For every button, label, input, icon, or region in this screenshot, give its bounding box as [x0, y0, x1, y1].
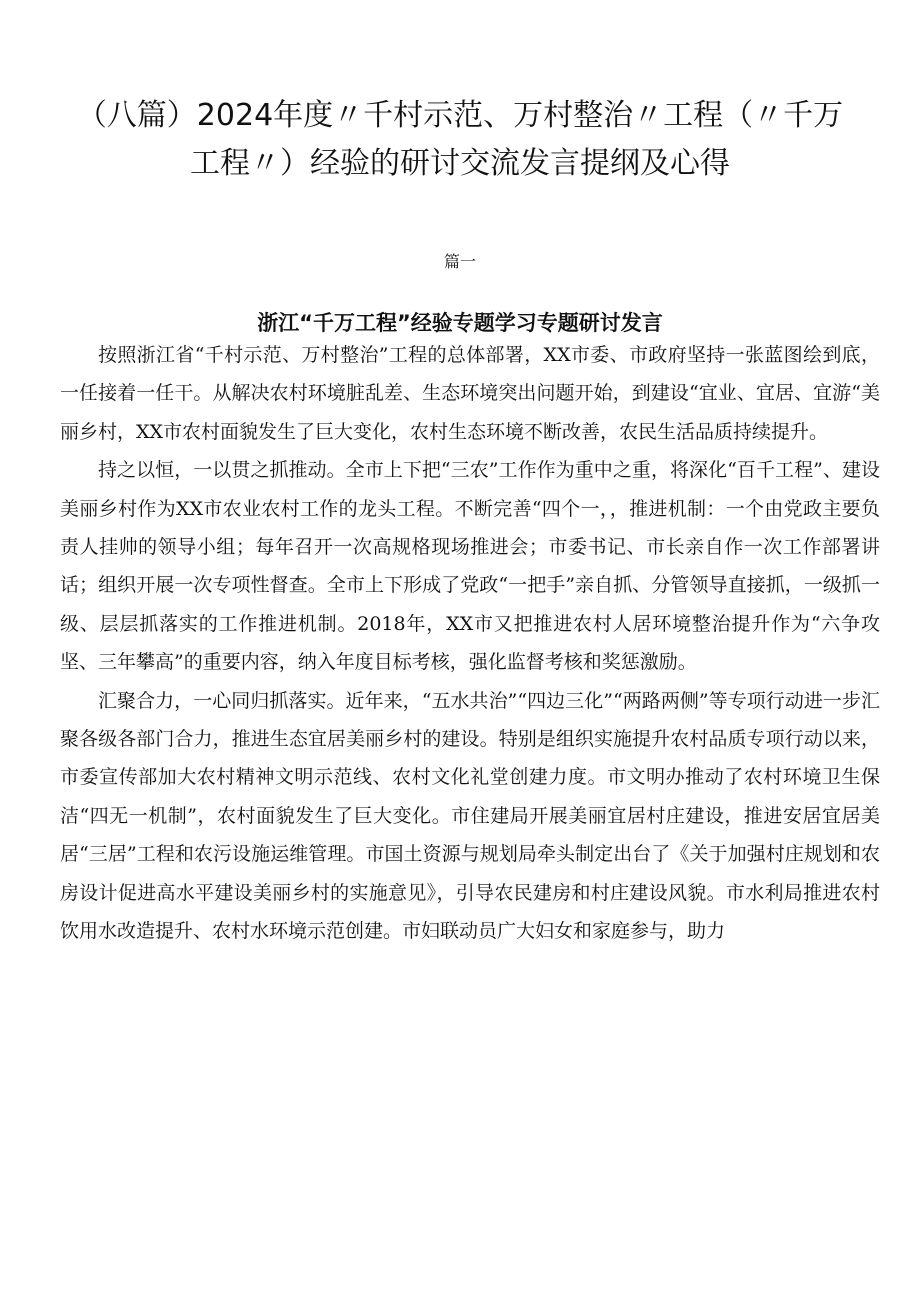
document-title-line-2: 工程〃）经验的研讨交流发言提纲及心得 [190, 146, 730, 181]
paragraph-3: 汇聚合力，一心同归抓落实。近年来，“五水共治”“四边三化”“两路两侧”等专项行动进一步汇聚各级各部门合力，推进生态宜居美丽乡村的建设。特别是组织实施提升农村品质专项行动以来，市委宣传部加大农村精神文明示范线、农村文化礼堂创建力度。市文明办推动了农村环境卫生保洁“四无一机制”，农村面貌发生了巨大变化。市住建局开展美丽宜居村庄建设，推进安居宜居美居“三居”工程和农污设施运维管理。市国土资源与规划局牵头制定出台了《关于加强村庄规划和农房设计促进高水平建设美丽乡村的实施意见》，引导农民建房和村庄建设风貌。市水利局推进农村饮用水改造提升、农村水环境示范创建。市妇联动员广大妇女和家庭参与，助力 [60, 689, 880, 943]
section-heading: 浙江“千万工程”经验专题学习专题研讨发言 [257, 311, 663, 336]
body-text [60, 336, 880, 951]
document-title-line-1: （八篇）2024年度〃千村示范、万村整治〃工程（〃千万 [76, 98, 844, 133]
document-title [40, 92, 880, 188]
paragraph-2: 持之以恒，一以贯之抓推动。全市上下把“三农”工作作为重中之重，将深化“百千工程”、建设美丽乡村作为XX市农业农村工作的龙头工程。不断完善“四个一，，推进机制：一个由党政主要负责人挂帅的领导小组；每年召开一次高规格现场推进会；市委书记、市长亲自作一次工作部署讲话；组织开展一次专项性督查。全市上下形成了党政“一把手”亲自抓、分管领导直接抓，一级抓一级、层层抓落实的工作推进机制。2018年，XX市又把推进农村人居环境整治提升作为“六争攻坚、三年攀高”的重要内容，纳入年度目标考核，强化监督考核和奖惩激励。 [60, 459, 880, 674]
paragraph-1: 按照浙江省“千村示范、万村整治”工程的总体部署，XX市委、市政府坚持一张蓝图绘到底，一任接着一任干。从解决农村环境脏乱差、生态环境突出问题开始，到建设“宜业、宜居、宜游“美丽乡村，XX市农村面貌发生了巨大变化，农村生态环境不断改善，农民生活品质持续提升。 [60, 344, 880, 443]
section-label: 篇一 [443, 252, 476, 271]
